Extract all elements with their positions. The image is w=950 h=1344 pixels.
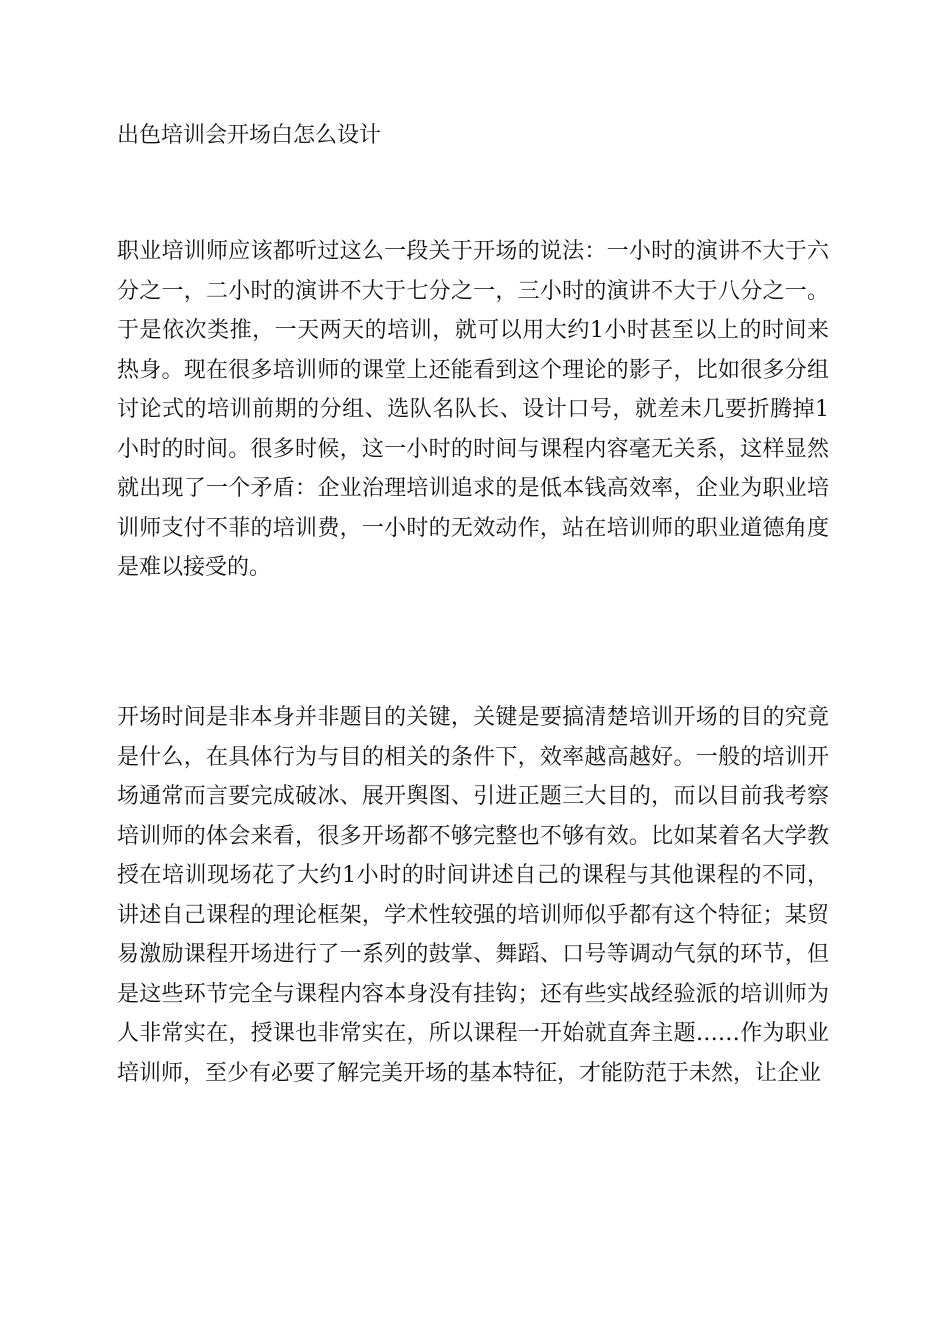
paragraph-1: 职业培训师应该都听过这么一段关于开场的说法：一小时的演讲不大于六分之一，二小时的演讲不大于七分之一，三小时的演讲不大于八分之一。于是依次类推，一天两天的培训，就可以用大约1小时甚至以上的时间来热身。现在很多培训师的课堂上还能看到这个理论的影子，比如很多分组讨论式的培训前期的分组、选队名队长、设计口号，就差未几要折腾掉1小时的时间。很多时候，这一小时的时间与课程内容毫无关系，这样显然就出现了一个矛盾：企业治理培训追求的是低本钱高效率，企业为职业培训师支付不菲的培训费，一小时的无效动作，站在培训师的职业道德角度是难以接受的。: [117, 239, 829, 580]
document-title: 出色培训会开场白怎么设计: [117, 123, 382, 148]
paragraph-2: 开场时间是非本身并非题目的关键，关键是要搞清楚培训开场的目的究竟是什么，在具体行为与目的相关的条件下，效率越高越好。一般的培训开场通常而言要完成破冰、展开舆图、引进正题三大目的，而以目前我考察培训师的体会来看，很多开场都不够完整也不够有效。比如某着名大学教授在培训现场花了大约1小时的时间讲述自己的课程与其他课程的不同，讲述自己课程的理论框架，学术性较强的培训师似乎都有这个特征；某贸易激励课程开场进行了一系列的鼓掌、舞蹈、口号等调动气氛的环节，但是这些环节完全与课程内容本身没有挂钩；还有些实战经验派的培训师为人非常实在，授课也非常实在，所以课程一开始就直奔主题……作为职业培训师，至少有必要了解完美开场的基本特征，才能防范于未然，让企业: [117, 705, 829, 1086]
